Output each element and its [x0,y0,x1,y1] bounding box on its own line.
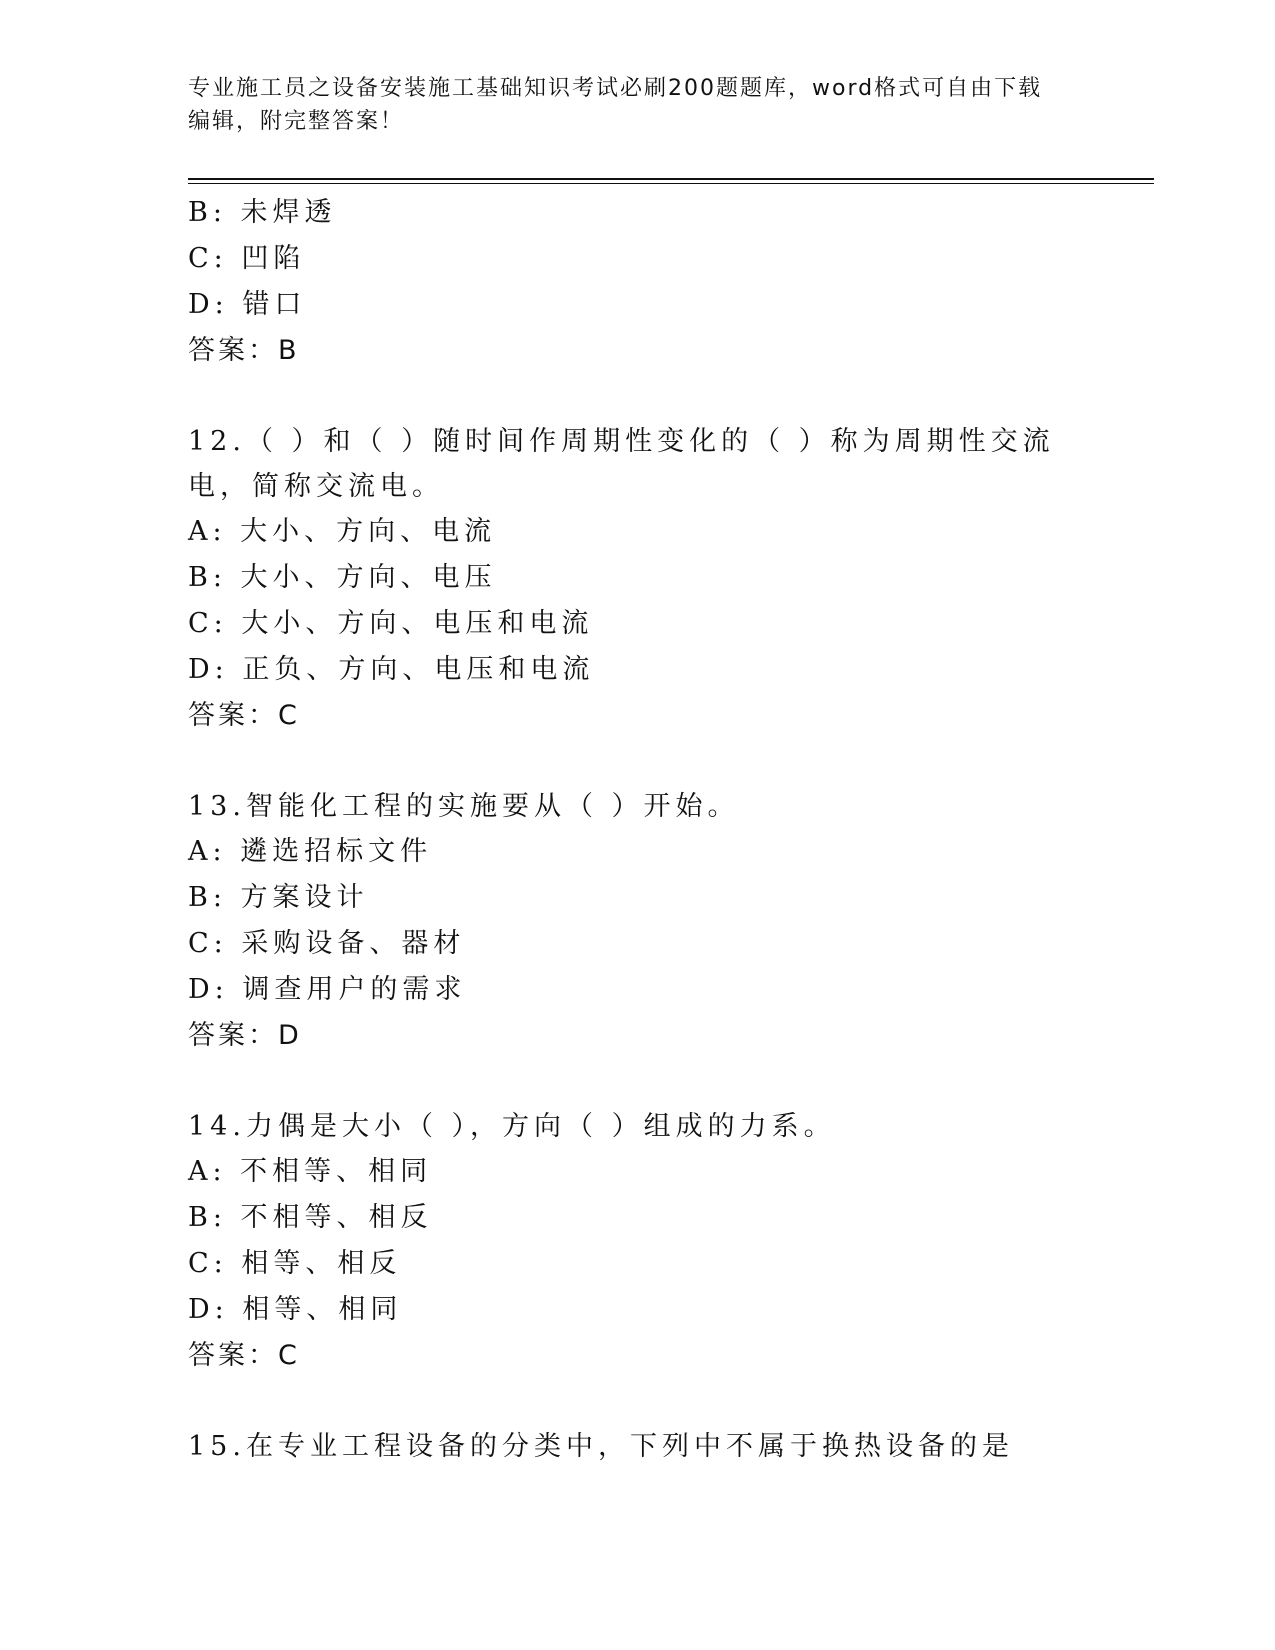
question-15 [188,1424,1154,1469]
option-b: B: 不相等、相反 [188,1202,433,1233]
option-c: C: 凹陷 [188,243,306,274]
answer-line: 答案：B [188,335,300,366]
header-title-line-2: 编辑，附完整答案！ [188,109,405,134]
answer-line: 答案：C [188,700,300,731]
question-text: 12.（ ）和（ ）随时间作周期性变化的（ ）称为周期性交流电，简称交流电。 [188,426,1055,502]
answer-line: 答案：D [188,1020,302,1051]
question-14 [188,1104,1154,1379]
answer-line: 答案：C [188,1340,300,1371]
header-rule-thin [188,183,1154,184]
option-d: D: 相等、相同 [188,1294,403,1325]
header-title-line-1: 专业施工员之设备安装施工基础知识考试必刷200题题库，word格式可自由下载 [188,76,1043,101]
option-c: C: 大小、方向、电压和电流 [188,608,594,639]
carryover-block [188,190,1154,374]
header-rule-thick [188,178,1154,180]
page-header [188,72,1068,138]
option-c: C: 采购设备、器材 [188,928,466,959]
option-b: B: 未焊透 [188,197,337,228]
question-text: 13.智能化工程的实施要从（ ）开始。 [188,791,740,822]
option-b: B: 方案设计 [188,882,369,913]
option-c: C: 相等、相反 [188,1248,402,1279]
question-text: 14.力偶是大小（ ），方向（ ）组成的力系。 [188,1111,836,1142]
question-content [188,190,1154,1469]
option-a: A: 遴选招标文件 [188,836,433,867]
option-a: A: 不相等、相同 [188,1156,433,1187]
question-text: 15.在专业工程设备的分类中，下列中不属于换热设备的是 [188,1431,1014,1462]
option-d: D: 正负、方向、电压和电流 [188,654,595,685]
question-13 [188,784,1154,1059]
question-12 [188,419,1154,739]
option-b: B: 大小、方向、电压 [188,562,497,593]
option-a: A: 大小、方向、电流 [188,516,497,547]
option-d: D: 调查用户的需求 [188,974,467,1005]
option-d: D: 错口 [188,289,307,320]
